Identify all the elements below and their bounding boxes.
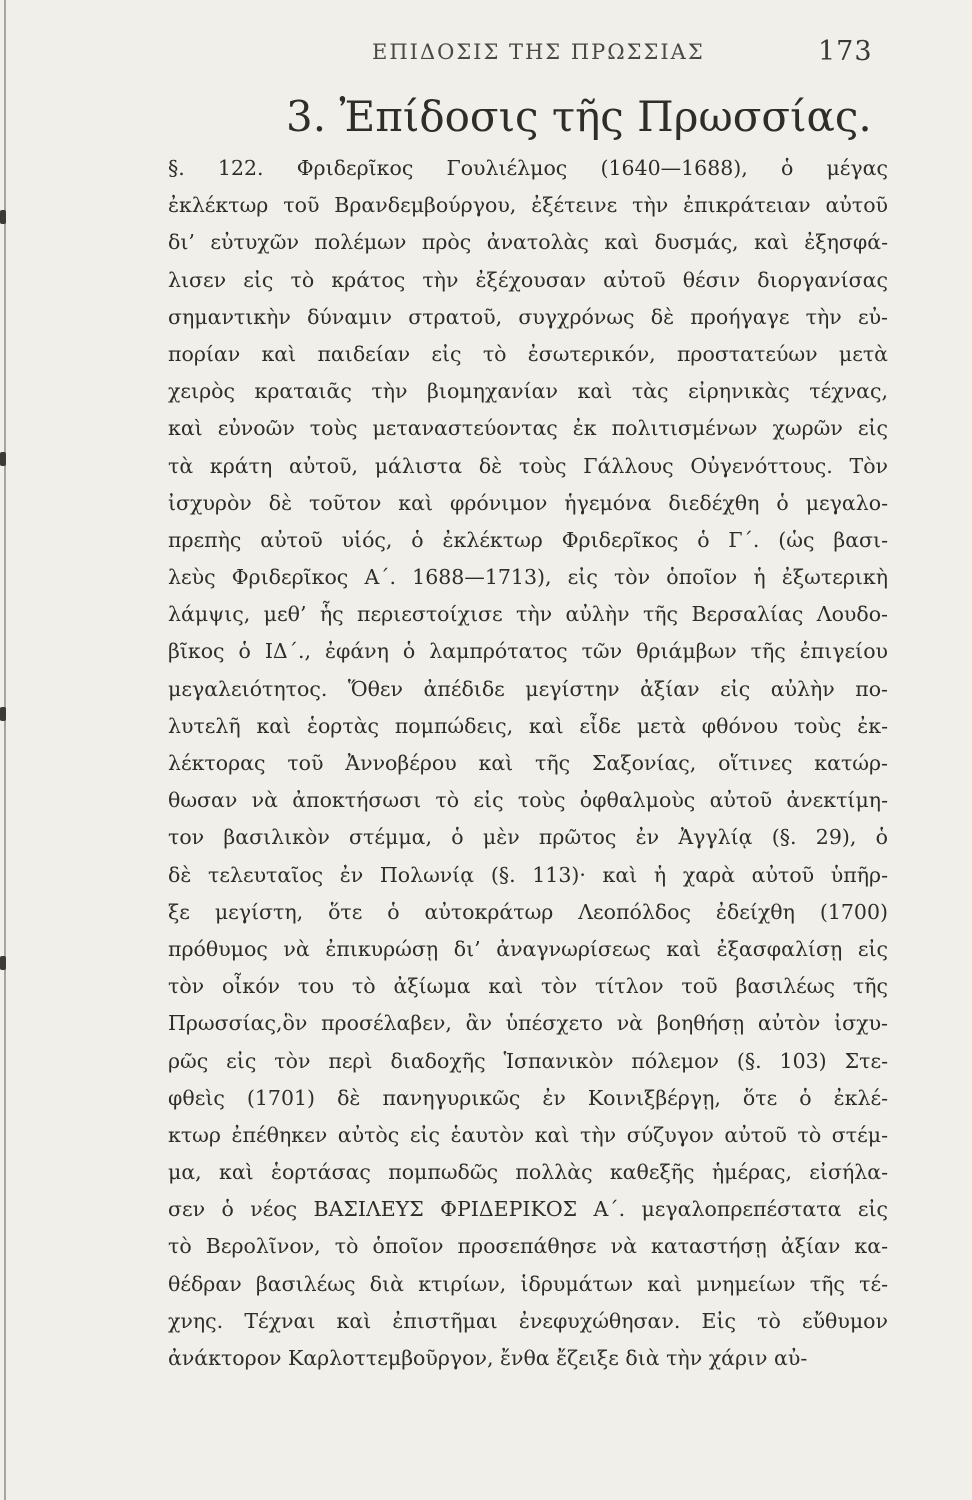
text-line: χειρὸς κραταιᾶς τὴν βιομηχανίαν καὶ τὰς εἰρηνικὰς τέχνας, — [168, 379, 888, 404]
text-line: σεν ὁ νέος ΒΑΣΙΛΕΥΣ ΦΡΙΔΕΡΙΚΟΣ Α΄. μεγαλοπρεπέστατα εἰς — [168, 1197, 888, 1222]
text-line: μα, καὶ ἑορτάσας πομπωδῶς πολλὰς καθεξῆς ἡμέρας, εἰσήλα- — [168, 1160, 888, 1185]
text-line: ρῶς εἰς τὸν περὶ διαδοχῆς Ἱσπανικὸν πόλεμον (§. 103) Στε- — [168, 1048, 888, 1073]
text-line: δὲ τελευταῖος ἐν Πολωνίᾳ (§. 113)· καὶ ἡ χαρὰ αὐτοῦ ὑπῆρ- — [168, 862, 888, 887]
binding-edge — [4, 0, 6, 1500]
binding-mark — [0, 210, 6, 224]
text-line: πορίαν καὶ παιδείαν εἰς τὸ ἐσωτερικόν, προστατεύων μετὰ — [168, 341, 888, 366]
text-line: πρεπὴς αὐτοῦ υἱός, ὁ ἐκλέκτωρ Φριδερῖκος ὁ Γ΄. (ὡς βασι- — [168, 527, 888, 552]
text-line: τὰ κράτη αὐτοῦ, μάλιστα δὲ τοὺς Γάλλους Οὐγενόττους. Τὸν — [168, 453, 888, 478]
text-line: σημαντικὴν δύναμιν στρατοῦ, συγχρόνως δὲ προήγαγε τὴν εὐ- — [168, 304, 888, 329]
text-line: ἀνάκτορον Καρλοττεμβοῦργον, ἔνθα ἔζειξε διὰ τὴν χάριν αὐ- — [168, 1346, 808, 1370]
text-line: θέδραν βασιλέως διὰ κτιρίων, ἱδρυμάτων καὶ μνημείων τῆς τέ- — [168, 1271, 888, 1296]
text-line: ἐκλέκτωρ τοῦ Βρανδεμβούργου, ἐξέτεινε τὴν ἐπικράτειαν αὐτοῦ — [168, 193, 888, 218]
text-line: τὸ Βερολῖνον, τὸ ὁποῖον προσεπάθησε νὰ καταστήσῃ ἀξίαν κα- — [168, 1234, 888, 1259]
text-line: μεγαλειότητος. Ὅθεν ἀπέδιδε μεγίστην ἀξίαν εἰς αὐλὴν πο- — [168, 676, 888, 701]
text-line: λάμψις, μεθ’ ἧς περιεστοίχισε τὴν αὐλὴν τῆς Βερσαλίας Λουδο- — [168, 602, 888, 627]
text-line: φθεὶς (1701) δὲ πανηγυρικῶς ἐν Κοινιξβέργῃ, ὅτε ὁ ἐκλέ- — [168, 1085, 888, 1110]
running-head: ΕΠΙΔΟΣΙΣ ΤΗΣ ΠΡΩΣΣΙΑΣ — [372, 40, 705, 64]
binding-mark — [0, 956, 6, 970]
text-line: λυτελῆ καὶ ἑορτὰς πομπώδεις, καὶ εἶδε μετὰ φθόνου τοὺς ἐκ- — [168, 713, 888, 738]
text-line: βῖκος ὁ ΙΔ΄., ἐφάνη ὁ λαμπρότατος τῶν θριάμβων τῆς ἐπιγείου — [168, 639, 888, 664]
text-line: χνης. Τέχναι καὶ ἐπιστῆμαι ἐνεφυχώθησαν. Εἰς τὸ εὔθυμον — [168, 1308, 888, 1333]
text-line: Πρωσσίας,ὃν προσέλαβεν, ἂν ὑπέσχετο νὰ βοηθήσῃ αὐτὸν ἰσχυ- — [168, 1011, 888, 1036]
section-title: 3. Ἐπίδοσις τῆς Πρωσσίας. — [286, 92, 872, 141]
text-line: θωσαν νὰ ἀποκτήσωσι τὸ εἰς τοὺς ὀφθαλμοὺς αὐτοῦ ἀνεκτίμη- — [168, 788, 888, 813]
text-line: λέκτορας τοῦ Ἀννοβέρου καὶ τῆς Σαξονίας, οἵτινες κατώρ- — [168, 751, 888, 775]
binding-mark — [0, 707, 6, 721]
text-line: τὸν οἶκόν του τὸ ἀξίωμα καὶ τὸν τίτλον τοῦ βασιλέως τῆς — [168, 974, 888, 999]
text-line: καὶ εὐνοῶν τοὺς μεταναστεύοντας ἐκ πολιτισμένων χωρῶν εἰς — [168, 416, 888, 441]
text-line: πρόθυμος νὰ ἐπικυρώσῃ δι’ ἀναγνωρίσεως καὶ ἐξασφαλίσῃ εἰς — [168, 936, 888, 961]
binding-mark — [0, 452, 6, 466]
text-line: ξε μεγίστη, ὅτε ὁ αὐτοκράτωρ Λεοπόλδος ἐδείχθη (1700) — [168, 899, 888, 924]
text-line: τον βασιλικὸν στέμμα, ὁ μὲν πρῶτος ἐν Ἀγγλίᾳ (§. 29), ὁ — [168, 825, 888, 850]
text-line: §. 122. Φριδερῖκος Γουλιέλμος (1640—1688), ὁ μέγας — [168, 156, 888, 180]
body-text — [168, 150, 888, 1377]
text-line: ἰσχυρὸν δὲ τοῦτον καὶ φρόνιμον ἡγεμόνα διεδέχθη ὁ μεγαλο- — [168, 490, 888, 515]
page-number: 173 — [818, 36, 873, 67]
text-line: λεὺς Φριδερῖκος Α΄. 1688—1713), εἰς τὸν ὁποῖον ἡ ἐξωτερικὴ — [168, 565, 888, 590]
text-line: κτωρ ἐπέθηκεν αὐτὸς εἰς ἑαυτὸν καὶ τὴν σύζυγον αὐτοῦ τὸ στέμ- — [168, 1122, 888, 1147]
text-line: λισεν εἰς τὸ κράτος τὴν ἐξέχουσαν αὐτοῦ θέσιν διοργανίσας — [168, 267, 888, 292]
text-line: δι’ εὐτυχῶν πολέμων πρὸς ἀνατολὰς καὶ δυσμάς, καὶ ἐξησφά- — [168, 230, 888, 255]
